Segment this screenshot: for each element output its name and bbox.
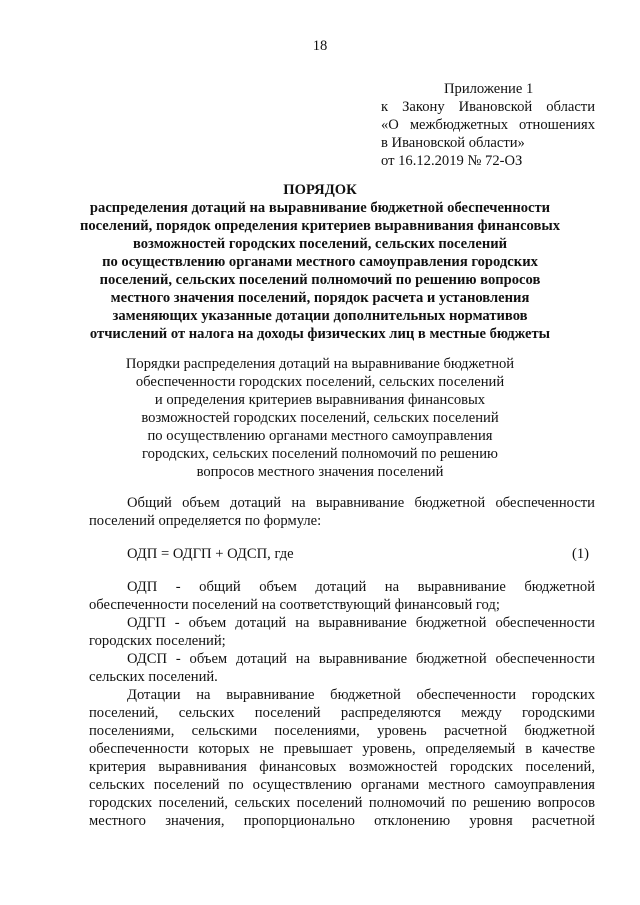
text-line: ОДП - общий объем дотаций на выравнивание бюджетной [127,579,595,595]
text-line: поселений, сельских поселений распределяются между городскими [89,705,595,721]
section-heading-line: возможностей городских поселений, сельских поселений [141,410,499,426]
subtitle-line: по осуществлению органами местного самоуправления городских [102,254,538,270]
text-line: сельских поселений. [89,669,218,685]
text-line: Дотации на выравнивание бюджетной обеспеченности городских [127,687,595,703]
text-line: сельских поселений по осуществлению органами местного самоуправления [89,777,595,793]
formula: ОДП = ОДГП + ОДСП, где [127,546,294,562]
section-heading-line: вопросов местного значения поселений [196,464,444,480]
page-number: 18 [312,38,328,54]
text-line: городских поселений, сельских поселений полномочий по решению вопросов [89,795,595,811]
text-line: ОДСП - объем дотаций на выравнивание бюджетной обеспеченности [127,651,595,667]
section-heading-line: Порядки распределения дотаций на выравнивание бюджетной [125,356,515,372]
text-line: обеспеченности которых не превышает уровень, определяемый в качестве [89,741,595,757]
text-line: обеспеченности поселений на соответствующий финансовый год; [89,597,500,613]
subtitle-line: распределения дотаций на выравнивание бюджетной обеспеченности [89,200,551,216]
appendix-line: в Ивановской области» [381,135,525,151]
text-line: Общий объем дотаций на выравнивание бюджетной обеспеченности [127,495,595,511]
section-heading-line: и определения критериев выравнивания финансовых [154,392,486,408]
appendix-line: Приложение 1 [444,81,534,97]
formula-number: (1) [572,546,590,562]
section-heading-line: обеспеченности городских поселений, сельских поселений [135,374,505,390]
subtitle-line: местного значения поселений, порядок расчета и установления [110,290,530,306]
appendix-line: к Закону Ивановской области [381,99,595,115]
section-heading-line: городских, сельских поселений полномочий по решению [142,446,498,462]
section-heading-line: по осуществлению органами местного самоуправления [147,428,493,444]
subtitle-line: заменяющих указанные дотации дополнительных нормативов [112,308,528,324]
text-line: ОДГП - объем дотаций на выравнивание бюджетной обеспеченности [127,615,595,631]
subtitle-line: поселений, сельских поселений полномочий по решению вопросов [99,272,541,288]
subtitle-line: возможностей городских поселений, сельских поселений [132,236,508,252]
appendix-line: «О межбюджетных отношениях [381,117,595,133]
text-line: городских поселений; [89,633,226,649]
text-line: критерия выравнивания финансовых возможностей городских поселений, [89,759,595,775]
text-line: местного значения, пропорционально отклонению уровня расчетной [89,813,595,829]
text-line: поселений определяется по формуле: [89,513,322,529]
subtitle-line: поселений, порядок определения критериев выравнивания финансовых [79,218,561,234]
subtitle-line: отчислений от налога на доходы физических лиц в местные бюджеты [89,326,551,342]
appendix-line: от 16.12.2019 № 72-ОЗ [381,153,523,169]
document-title: ПОРЯДОК [283,182,357,198]
text-line: поселениями, сельскими поселениями, уровень расчетной бюджетной [89,723,595,739]
